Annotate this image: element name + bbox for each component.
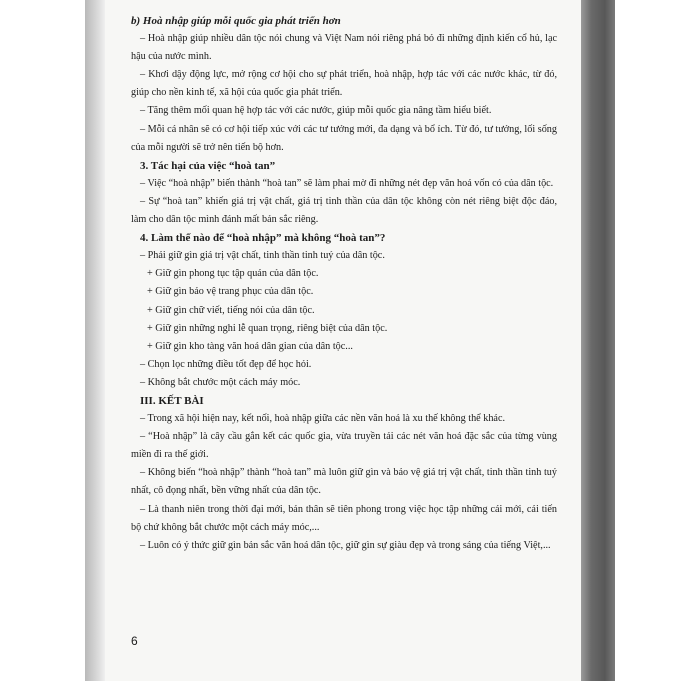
list-item: + Giữ gìn phong tục tập quán của dân tộc. xyxy=(147,268,319,280)
paragraph: – Không bắt chước một cách máy móc. xyxy=(140,376,301,388)
paragraph: – Hoà nhập giúp nhiều dân tộc nói chung và Việt Nam nói riêng phá bỏ đi những định kiến cổ hủ, lạc hậu của nước mình. xyxy=(131,33,557,63)
list-item: + Giữ gìn những nghi lễ quan trọng, riêng biệt của dân tộc. xyxy=(147,322,388,334)
section-4-heading: 4. Làm thế nào để “hoà nhập” mà không “hoà tan”? xyxy=(140,232,386,245)
list-item: + Giữ gìn kho tàng văn hoá dân gian của dân tộc... xyxy=(147,340,353,352)
section-iii-heading: III. KẾT BÀI xyxy=(140,394,204,407)
list-item: + Giữ gìn chữ viết, tiếng nói của dân tộc. xyxy=(147,304,315,316)
paragraph: – Tăng thêm mối quan hệ hợp tác với các nước, giúp mỗi quốc gia nâng tầm hiểu biết. xyxy=(140,105,492,117)
section-3-heading: 3. Tác hại của việc “hoà tan” xyxy=(140,159,276,172)
list-item: + Giữ gìn bảo vệ trang phục của dân tộc. xyxy=(147,286,314,298)
paragraph: – Không biến “hoà nhập” thành “hoà tan” mà luôn giữ gìn và bảo vệ giá trị vật chất, tinh thần tinh tuý nhất, cô đọng nhất, bền vững nhất của dân tộc. xyxy=(131,467,557,497)
paragraph: – Việc “hoà nhập” biến thành “hoà tan” sẽ làm phai mờ đi những nét đẹp văn hoá vốn có của dân tộc. xyxy=(140,177,554,189)
paragraph: – Luôn có ý thức giữ gìn bản sắc văn hoá dân tộc, giữ gìn sự giàu đẹp và trong sáng của tiếng Việt,... xyxy=(140,539,551,551)
paragraph: – Sự “hoà tan” khiến giá trị vật chất, giá trị tinh thần của dân tộc không còn nét riêng biệt độc đáo, làm cho dân tộc mình đánh mất bản sắc riêng. xyxy=(131,195,557,226)
paragraph: – Mỗi cá nhân sẽ có cơ hội tiếp xúc với các tư tưởng mới, đa dạng và bổ ích. Từ đó, tư tưởng, lối sống của mỗi người sẽ trở nên tiến bộ hơn. xyxy=(131,123,557,153)
paragraph: – Khơi dậy động lực, mở rộng cơ hội cho sự phát triển, hoà nhập, hợp tác với các nước khác, từ đó, giúp cho nền kinh tế, xã hội của quốc gia phát triển. xyxy=(131,69,557,99)
page-number: 6 xyxy=(131,634,138,648)
paragraph: – Phải giữ gìn giá trị vật chất, tinh thần tinh tuý của dân tộc. xyxy=(140,250,385,262)
paragraph: – Chọn lọc những điều tốt đẹp để học hỏi. xyxy=(140,358,312,370)
paragraph: – Là thanh niên trong thời đại mới, bản thân sẽ tiên phong trong việc học tập những cái mới, cái tiến bộ chứ không bắt chước một cách máy móc,... xyxy=(131,503,557,533)
paragraph: – “Hoà nhập” là cây cầu gắn kết các quốc gia, vừa truyền tải các nét văn hoá đặc sắc của từng vùng miền đi ra thế giới. xyxy=(131,431,557,461)
book-edge-shadow xyxy=(581,0,615,681)
section-b-heading: b) Hoà nhập giúp mỗi quốc gia phát triển hơn xyxy=(131,15,341,27)
book-page xyxy=(105,0,581,681)
paragraph: – Trong xã hội hiện nay, kết nối, hoà nhập giữa các nền văn hoá là xu thế không thể khác. xyxy=(140,413,506,425)
book-binding-shadow xyxy=(85,0,105,681)
